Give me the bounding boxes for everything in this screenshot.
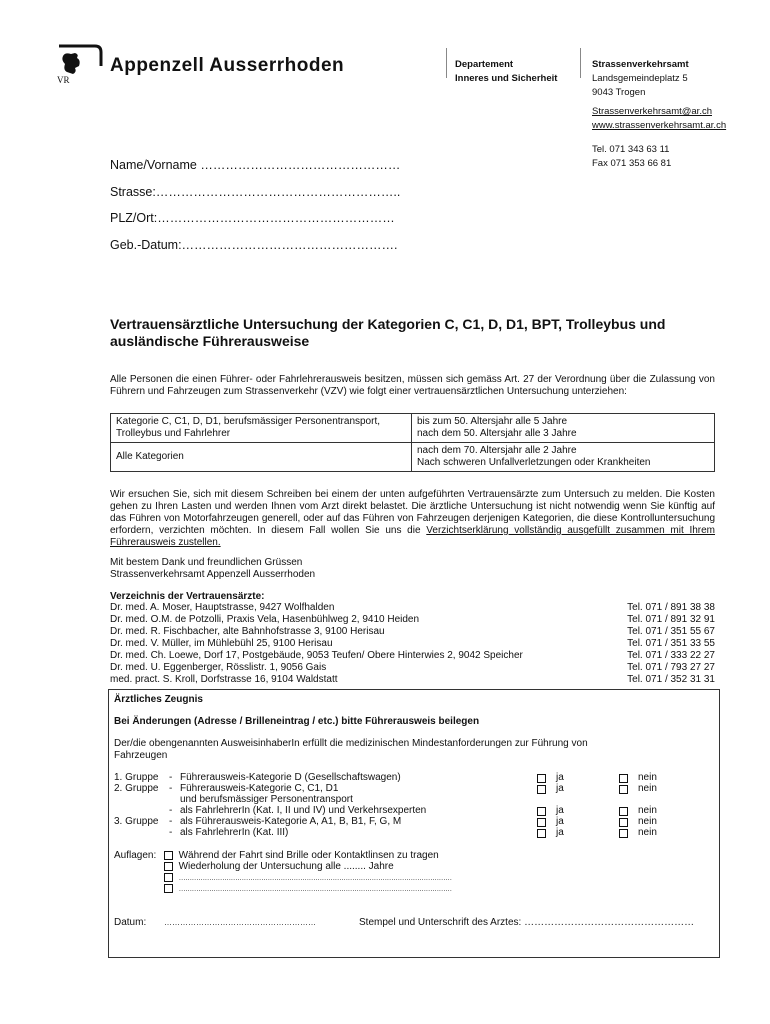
waiver-link[interactable]: Verzichtserklärung vollständig ausgefüllt zusammen mit Ihrem Führerausweis zustellen. — [110, 525, 716, 548]
divider — [580, 48, 581, 78]
divider — [446, 48, 447, 78]
doctor-tel: Tel. 071 / 891 38 38 — [627, 602, 715, 613]
doctor-row — [110, 674, 715, 686]
table-row — [111, 443, 715, 472]
cell-text: bis zum 50. Altersjahr alle 5 Jahre — [417, 416, 568, 427]
condition-row — [164, 850, 604, 861]
yes-label: ja — [556, 816, 564, 827]
date-label: Datum: — [114, 917, 147, 928]
doctor-row — [110, 662, 715, 674]
cell-text: Trolleybus und Fahrlehrer — [116, 428, 231, 439]
doctor-row — [110, 626, 715, 638]
no-checkbox[interactable] — [619, 828, 628, 840]
dash: - — [169, 783, 173, 794]
group-text: Führerausweis-Kategorie D (Gesellschaftswagen) — [180, 772, 401, 783]
doctor-name: Dr. med. Ch. Loewe, Dorf 17, Postgebäude, 9053 Teufen/ Obere Hinterwies 2, 9042 Speicher — [110, 650, 523, 661]
doctor-tel: Tel. 071 / 891 32 91 — [627, 614, 715, 625]
cert-notice: Bei Änderungen (Adresse / Brilleneintrag / etc.) bitte Führerausweis beilegen — [114, 716, 480, 727]
dept-line1: Departement — [455, 59, 514, 70]
condition-checkbox[interactable] — [164, 884, 173, 893]
condition-row — [164, 883, 604, 894]
office-website-link[interactable]: www.strassenverkehrsamt.ar.ch — [592, 120, 727, 131]
page-title: Vertrauensärztliche Untersuchung der Kategorien C, C1, D, D1, BPT, Trolleybus und ausländische Führerausweise — [110, 316, 666, 349]
street-field[interactable]: Strasse:………………………………………………….. — [110, 185, 401, 199]
doctors-title: Verzeichnis der Vertrauensärzte: — [110, 591, 265, 602]
group-text: Führerausweis-Kategorie C, C1, D1 — [180, 783, 339, 794]
group-label: 1. Gruppe — [114, 772, 159, 783]
group-text: als Führerausweis-Kategorie A, A1, B, B1, F, G, M — [180, 816, 402, 827]
condition-text: Wiederholung der Untersuchung alle ........ Jahre — [178, 861, 394, 872]
table-cell — [412, 443, 715, 472]
condition-row — [164, 872, 604, 883]
logo — [55, 42, 105, 90]
condition-checkbox[interactable] — [164, 862, 173, 871]
logo-small-text: VR — [57, 75, 70, 85]
yes-checkbox[interactable] — [537, 828, 546, 840]
condition-text[interactable]: ……………………………………………………………………………………………………………… — [178, 886, 452, 893]
office-name: Strassenverkehrsamt — [592, 59, 689, 70]
group-list — [114, 772, 714, 838]
doctor-row — [110, 650, 715, 662]
condition-checkbox[interactable] — [164, 851, 173, 860]
name-field[interactable]: Name/Vorname ………………………………………… — [110, 158, 401, 172]
cell-text: Kategorie C, C1, D, D1, berufsmässiger Personentransport, — [116, 416, 381, 427]
doctor-name: med. pract. S. Kroll, Dorfstrasse 16, 9104 Waldstatt — [110, 674, 338, 685]
condition-checkbox[interactable] — [164, 873, 173, 882]
no-label: nein — [638, 805, 657, 816]
birthdate-field[interactable]: Geb.-Datum:……………………………………………. — [110, 238, 398, 252]
office-fax: Fax 071 353 66 81 — [592, 158, 672, 169]
yes-label: ja — [556, 772, 564, 783]
doctor-tel: Tel. 071 / 793 27 27 — [627, 662, 715, 673]
yes-label: ja — [556, 805, 564, 816]
office-address1: Landsgemeindeplatz 5 — [592, 73, 688, 84]
table-cell — [111, 414, 412, 443]
dash: - — [169, 805, 173, 816]
doctor-name: Dr. med. A. Moser, Hauptstrasse, 9427 Wolfhalden — [110, 602, 335, 613]
group-text: und berufsmässiger Personentransport — [180, 794, 353, 805]
office-address2: 9043 Trogen — [592, 87, 646, 98]
intro-text: Alle Personen die einen Führer- oder Fahrlehrerausweis besitzen, müssen sich gemäss Art. 27 der Verordnung über die Zulassung von Führern und Fahrzeugen zum Strassenverkehr (VZV) wie folgt einer vertrauensärztlichen Untersuchung unterziehen: — [110, 374, 715, 397]
signature-field[interactable]: Stempel und Unterschrift des Arztes: …………………………………………… — [359, 917, 695, 928]
group-label: 2. Gruppe — [114, 783, 159, 794]
doctor-row — [110, 614, 715, 626]
dash: - — [169, 827, 173, 838]
doctor-name: Dr. med. R. Fischbacher, alte Bahnhofstrasse 3, 9100 Herisau — [110, 626, 385, 637]
doctor-row — [110, 638, 715, 650]
group-text: als FahrlehrerIn (Kat. I, II und IV) und Verkehrsexperten — [180, 805, 427, 816]
greeting-line2: Strassenverkehrsamt Appenzell Ausserrhoden — [110, 569, 316, 580]
office-email-link[interactable]: Strassenverkehrsamt@ar.ch — [592, 106, 712, 117]
doctor-row — [110, 602, 715, 614]
doctor-tel: Tel. 071 / 333 22 27 — [627, 650, 715, 661]
dept-line2: Inneres und Sicherheit — [455, 73, 558, 84]
yes-label: ja — [556, 827, 564, 838]
cell-text: Alle Kategorien — [116, 451, 184, 462]
group-label: 3. Gruppe — [114, 816, 159, 827]
table-row — [111, 414, 715, 443]
no-label: nein — [638, 827, 657, 838]
doctor-name: Dr. med. O.M. de Potzolli, Praxis Vela, Hasenbühlweg 2, 9410 Heiden — [110, 614, 420, 625]
category-table — [110, 413, 715, 472]
no-label: nein — [638, 772, 657, 783]
group-row — [114, 816, 714, 827]
doctor-name: Dr. med. V. Müller, im Mühlebühl 25, 9100 Herisau — [110, 638, 333, 649]
cell-text: nach dem 70. Altersjahr alle 2 Jahre — [417, 445, 577, 456]
doctor-name: Dr. med. U. Eggenberger, Rösslistr. 1, 9056 Gais — [110, 662, 327, 673]
greeting-line1: Mit bestem Dank und freundlichen Grüssen — [110, 557, 303, 568]
cert-title: Ärztliches Zeugnis — [114, 694, 203, 705]
conditions-list — [164, 850, 604, 894]
doctor-tel: Tel. 071 / 351 55 67 — [627, 626, 715, 637]
group-row — [114, 772, 714, 783]
group-row — [114, 783, 714, 794]
medical-certificate — [108, 689, 720, 958]
group-row — [114, 827, 714, 838]
office-block — [592, 58, 726, 171]
org-name: Appenzell Ausserrhoden — [110, 55, 345, 76]
group-row — [114, 794, 714, 805]
department-label — [455, 58, 557, 86]
greeting — [110, 557, 315, 581]
date-field[interactable]: ………………………………………………… — [164, 918, 316, 927]
condition-text: Während der Fahrt sind Brille oder Kontaktlinsen zu tragen — [178, 850, 439, 861]
body-paragraph — [110, 489, 715, 549]
condition-text[interactable]: ……………………………………………………………………………………………………………… — [178, 875, 452, 882]
yes-label: ja — [556, 783, 564, 794]
doctor-tel: Tel. 071 / 352 31 31 — [627, 674, 715, 685]
table-cell — [111, 443, 412, 472]
group-row — [114, 805, 714, 816]
dash: - — [169, 772, 173, 783]
doctor-tel: Tel. 071 / 351 33 55 — [627, 638, 715, 649]
no-label: nein — [638, 783, 657, 794]
conditions-label: Auflagen: — [114, 850, 157, 861]
dash: - — [169, 816, 173, 827]
group-text: als FahrlehrerIn (Kat. III) — [180, 827, 289, 838]
cell-text: Nach schweren Unfallverletzungen oder Krankheiten — [417, 457, 651, 468]
body-text: Wir ersuchen Sie, sich mit diesem Schreiben bei einem der unten aufgeführten Vertrauensärzte zum Untersuch zu melden. Die Kosten gehen zu Ihren Lasten und werden Ihnen vom Arzt direkt belastet. Die ärztliche Untersuchung ist nicht notwendig wenn Sie künftig auf das Führen von Motorfahrzeugen generell, oder auf das Führen von Fahrzeugen derjenigen Kategorien, die diese Kontrolluntersuchung erfordern, verzichten möchten. In diesem Fall wollen Sie uns die — [110, 489, 715, 536]
condition-row — [164, 861, 604, 872]
no-label: nein — [638, 816, 657, 827]
table-cell — [412, 414, 715, 443]
office-tel: Tel. 071 343 63 11 — [592, 144, 670, 155]
cell-text: nach dem 50. Altersjahr alle 3 Jahre — [417, 428, 577, 439]
cert-statement: Der/die obengenannten AusweisinhaberIn erfüllt die medizinischen Mindestanforderungen zur Führung von Fahrzeugen — [114, 738, 588, 761]
plz-field[interactable]: PLZ/Ort:………………………………………………… — [110, 211, 395, 225]
